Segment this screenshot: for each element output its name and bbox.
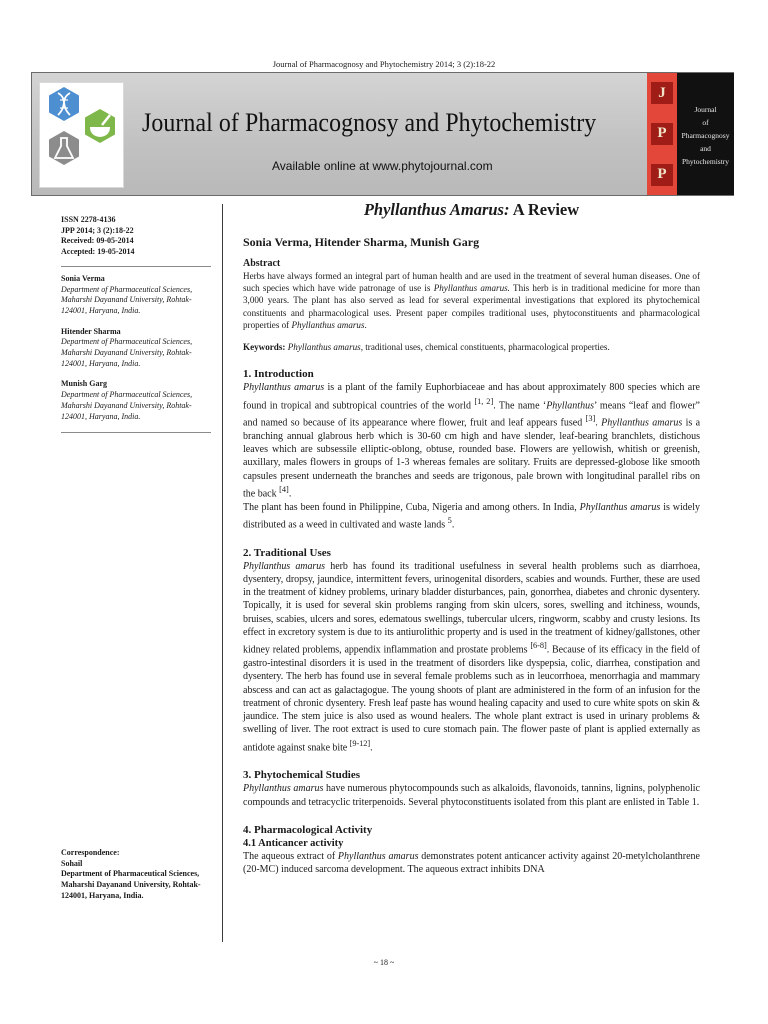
traditional-paragraph	[243, 560, 700, 755]
species: Phyllanthus amarus	[579, 501, 661, 513]
journal-title: Journal of Pharmacognosy and Phytochemistry	[142, 107, 597, 137]
mortar-hexagon-icon	[85, 109, 115, 143]
species: Phyllanthus amarus	[287, 342, 361, 353]
subsection-heading: 4.1 Anticancer activity	[243, 837, 344, 849]
text: herb has found its traditional usefulness in several health problems such as diarrhoea, dysentery, dropsy, jaundice, intermittent fevers, urinogenital disorders, scabies and wounds. Further, these are used in the treatment of kidney problems, urinary bladder disturbances, pain, gonorrhea, diabetes and chronic dysentery. Topically, it is used for several skin problems ranging from skin ulcers, sores, swelling and itchiness, wounds, bruises, scabies, ulcers and sores, edematous swellings, tubercular ulcers, ringworm, scabby and crusty lesions. Its effect in excretory system is due to its antiurolithic property and is used in the treatment of kidney/gallstones, other kidney related problems, appendix inflammation and prostate problems	[243, 560, 701, 656]
text: .	[370, 742, 373, 754]
citation: [1, 2]	[474, 396, 494, 406]
text: demonstrates potent anticancer activity against 20-metylcholanthrene (20-MC) induced sarcoma development. The aqueous extract inhibits DNA	[243, 850, 700, 876]
side-line: Journal	[694, 105, 717, 114]
pharma-paragraph	[243, 850, 700, 877]
text: is a branching annual glabrous herb which is 30-60 cm high and have slender, leaf-bearing branchlets, distichous leaves which are subsessile elliptic-oblong, obtuse, rounded base. Flowers are yellowish, whitish or greenish, auxillary, males flowers in groups of 1-3 whereas females are solitary. Fruits are depressed-globose like smooth capsules present underneath the branches and seeds are trigonous, pale brown with longitudinal parallel ribs on the back	[243, 417, 701, 500]
left-sidebar	[61, 215, 211, 440]
divider-line	[61, 266, 211, 267]
text: .	[288, 488, 292, 500]
species: Phyllanthus amarus	[601, 417, 683, 429]
keywords	[243, 341, 700, 353]
title-species: Phyllanthus Amarus:	[363, 200, 510, 219]
accepted-date: Accepted: 19-05-2014	[61, 247, 135, 257]
species: Phyllanthus amarus	[243, 382, 325, 394]
article-body	[243, 200, 700, 877]
author-block	[61, 327, 211, 370]
journal-banner	[31, 72, 734, 196]
text: .	[364, 319, 367, 330]
citation: [4]	[279, 484, 289, 494]
side-line: and	[700, 144, 711, 153]
species: Phyllanthus amarus	[243, 783, 324, 795]
text: , traditional uses, chemical constituents, pharmacological properties.	[360, 342, 610, 353]
author-affiliation: Department of Pharmaceutical Sciences, Maharshi Dayanand University, Rohtak-124001, Haryana, India.	[61, 284, 193, 315]
article-title	[243, 200, 700, 220]
correspondence-address: Department of Pharmaceutical Sciences, Maharshi Dayanand University, Rohtak-124001, Haryana, India.	[61, 869, 201, 900]
title-rest: A Review	[509, 200, 580, 219]
journal-availability: Available online at www.phytojournal.com	[272, 159, 493, 173]
abstract-label: Abstract	[243, 257, 281, 269]
section-heading: 1. Introduction	[243, 368, 314, 381]
journal-side-label	[677, 73, 734, 195]
correspondence	[61, 848, 211, 902]
author-name: Munish Garg	[61, 379, 108, 389]
correspondence-label: Correspondence:	[61, 848, 120, 857]
text: .	[451, 519, 455, 531]
intro-paragraph	[243, 501, 700, 532]
abstract-text	[243, 270, 700, 331]
jpp-letters	[647, 73, 677, 195]
species: Phyllanthus amarus	[243, 560, 326, 572]
side-line: Pharmacognosy	[681, 131, 730, 140]
text: have numerous phytocompounds such as alkaloids, flavonoids, tannins, lignins, polyphenolic compounds and tetracyclic triterpenoids. Several phytoconstituents isolated from this plant are enlisted in Table 1.	[243, 783, 700, 808]
author-block	[61, 379, 211, 422]
received-date: Received: 09-05-2014	[61, 236, 134, 246]
journal-logo	[39, 82, 124, 188]
jpp-letter: P	[651, 123, 673, 145]
text: .	[595, 417, 602, 429]
text: ’ means “leaf and flower” and named so because of its appearance where flower, fruit and leaf appears fused	[243, 399, 700, 429]
species: Phyllanthus amarus.	[433, 283, 510, 294]
section-heading: 3. Phytochemical Studies	[243, 769, 361, 782]
divider-line	[61, 432, 211, 433]
jpp-letter: P	[651, 164, 673, 186]
section-heading: 2. Traditional Uses	[243, 546, 331, 559]
column-divider	[222, 204, 223, 942]
keywords-label: Keywords:	[243, 342, 286, 353]
species: Phyllanthus amarus	[337, 850, 419, 862]
text: . The name ‘	[493, 399, 547, 411]
correspondence-name: Sohail	[61, 858, 83, 868]
text: Herbs have always formed an integral part of human health and are used in the treatment of several human diseases. One of such species which have wide patronage of use is	[243, 271, 700, 294]
author-name: Sonia Verma	[61, 273, 105, 283]
intro-paragraph	[243, 381, 700, 500]
citation: [3]	[585, 414, 596, 424]
issn: ISSN 2278-4136	[61, 215, 116, 224]
jpp-letter: J	[651, 82, 673, 104]
author-affiliation: Department of Pharmaceutical Sciences, Maharshi Dayanand University, Rohtak-124001, Haryana, India.	[61, 337, 193, 368]
species: Phyllanthus amarus	[291, 319, 365, 330]
text: is widely distributed as a weed in cultivated and waste lands	[243, 501, 700, 531]
text: This herb is in traditional medicine for more than 3,000 years. The plant has also served as lead for several experimental investigations that explored its phytochemical constituents and pharmacological uses. Present paper compiles traditional uses, phytoconstituents and pharmacological properties of	[243, 283, 700, 330]
author-block	[61, 274, 211, 317]
page-number: ~ 18 ~	[373, 958, 395, 967]
flask-hexagon-icon	[49, 131, 79, 165]
article-authors: Sonia Verma, Hitender Sharma, Munish Garg	[243, 235, 480, 249]
author-affiliation: Department of Pharmaceutical Sciences, Maharshi Dayanand University, Rohtak-124001, Haryana, India.	[61, 390, 193, 421]
citation: [6-8]	[530, 641, 547, 651]
text: is a plant of the family Euphorbiaceae and has about approximately 800 species which are found in tropical and subtropical countries of the world	[243, 382, 700, 411]
text: . Because of its efficacy in the field of gastro-intestinal disorders it is used in the treatment of disorders like dyspepsia, colic, diarrhea, constipation and dysentery. The herb has found use in several female problems such as in leucorrhoea, menorrhagia and mammary abscess and can act as galactagogue. The young shoots of plant are administered in the form of an infusion for the treatment of chronic dysentery. Fresh leaf paste has wound healing capacity and used to cure white spots on skin & jaundice. The stem juice is also used as wound healers. The whole plant extract is used in urinary problems & swelling of liver. The root extract is used to cure stomach pain. The flower paste of plant is applied externally as antidote against snake bite	[243, 644, 700, 754]
side-line: Phytochemistry	[681, 157, 730, 166]
species: Phyllanthus	[546, 399, 594, 411]
section-heading: 4. Pharmacological Activity	[243, 823, 373, 836]
running-head: Journal of Pharmacognosy and Phytochemistry 2014; 3 (2):18-22	[272, 59, 496, 69]
author-name: Hitender Sharma	[61, 326, 121, 336]
citation: 5	[447, 515, 452, 525]
jpp-citation: JPP 2014; 3 (2):18-22	[61, 225, 134, 235]
article-meta	[61, 215, 211, 258]
phyto-paragraph	[243, 782, 700, 809]
citation: [9-12]	[349, 738, 371, 748]
side-line: of	[702, 118, 709, 127]
text: The plant has been found in Philippine, Cuba, Nigeria and among others. In India,	[243, 501, 580, 513]
text: The aqueous extract of	[243, 850, 338, 862]
